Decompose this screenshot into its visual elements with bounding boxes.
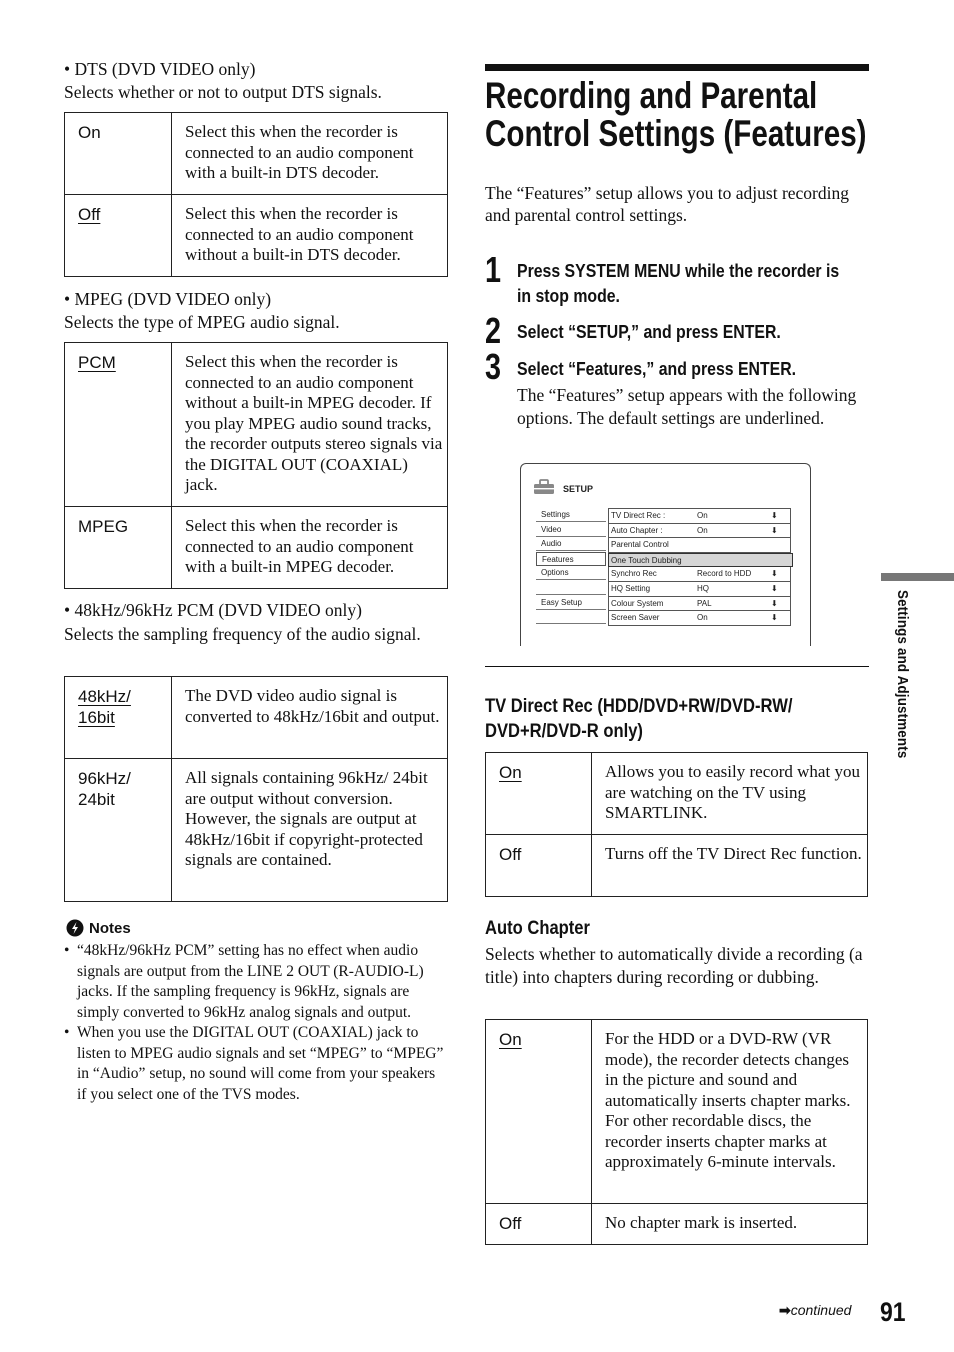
mpeg-bullet: • MPEG (DVD VIDEO only)	[64, 289, 272, 309]
step3-body: The “Features” setup appears with the following options. The default settings are underlined.	[517, 385, 857, 428]
autochapter-heading: Auto Chapter	[485, 917, 590, 939]
option-text: Select this when the recorder is connected to an audio component without a built-in DTS decoder.	[172, 195, 448, 277]
note-item: • “48kHz/96kHz PCM” setting has no effect when audio signals are output from the LINE 2 OUT (R-AUDIO-L) jacks. If the sampling frequency is 96kHz, signals are simply converted to 96kHz analog signals and output.	[64, 942, 424, 1021]
pcm-bullet: • 48kHz/96kHz PCM (DVD VIDEO only)	[64, 600, 362, 620]
mpeg-description: Selects the type of MPEG audio signal.	[64, 312, 340, 332]
menu-item-options[interactable]: Options	[536, 566, 606, 580]
step-number: 2	[485, 310, 502, 351]
dts-options-table	[64, 112, 448, 277]
setup-menu	[536, 508, 606, 626]
menu-item-blank	[536, 610, 606, 624]
mpeg-section	[64, 289, 454, 333]
option-text: Select this when the recorder is connected to an audio component without a built-in MPEG decoder. If you play MPEG audio sound tracks, the recorder outputs stereo signals via the DIGITAL OUT (COAXIAL) jack.	[172, 343, 448, 507]
down-arrow-icon: ⬇	[771, 569, 778, 579]
toolbox-icon	[533, 478, 555, 496]
down-arrow-icon: ⬇	[771, 511, 778, 520]
option-text: Select this when the recorder is connected to an audio component with a built-in DTS decoder.	[172, 113, 448, 195]
step-number: 3	[485, 346, 502, 387]
option-key-default: 48kHz/ 16bit	[78, 687, 131, 727]
menu-item-settings[interactable]: Settings	[536, 508, 606, 522]
pcm-section	[64, 600, 424, 646]
side-tab-label: Settings and Adjustments	[894, 590, 910, 759]
tvdirect-options-table	[485, 752, 868, 897]
setup-header: SETUP	[563, 484, 594, 494]
option-text: Allows you to easily record what you are watching on the TV using SMARTLINK.	[592, 753, 868, 835]
option-key-default: On	[499, 763, 522, 782]
option-row[interactable]: Parental Control	[608, 538, 791, 553]
option-row[interactable]: TV Direct Rec : On ⬇	[608, 509, 791, 524]
intro-text: The “Features” setup allows you to adjust recording and parental control settings.	[485, 183, 849, 225]
down-arrow-icon: ⬇	[771, 598, 778, 608]
autochapter-options-table	[485, 1019, 868, 1245]
option-text: All signals containing 96kHz/ 24bit are output without conversion. However, the signals are output at 48kHz/16bit if copyright-protected signals are contained.	[172, 759, 448, 902]
option-key: On	[78, 123, 101, 142]
option-text: No chapter mark is inserted.	[592, 1204, 868, 1245]
option-key-default: Off	[78, 205, 101, 224]
arrow-right-icon: ➡	[779, 1302, 791, 1318]
down-arrow-icon: ⬇	[771, 525, 778, 535]
note-item: • When you use the DIGITAL OUT (COAXIAL) jack to listen to MPEG audio signals and set “MPEG” to “MPEG” in “Audio” setup, no sound will come from your speakers if you select one of the TVS modes.	[64, 1024, 444, 1103]
dts-description: Selects whether or not to output DTS signals.	[64, 82, 382, 102]
pcm-description: Selects the sampling frequency of the audio signal.	[64, 624, 421, 644]
option-text: Select this when the recorder is connected to an audio component with a built-in MPEG decoder.	[172, 507, 448, 589]
note-icon	[66, 919, 84, 937]
option-text: Turns off the TV Direct Rec function.	[592, 835, 868, 897]
pcm-options-table	[64, 676, 448, 902]
option-row[interactable]: HQ Setting HQ ⬇	[608, 582, 791, 597]
page-number: 91	[880, 1297, 906, 1327]
option-key-default: PCM	[78, 353, 116, 372]
notes-title: Notes	[89, 920, 131, 937]
dts-section	[64, 59, 454, 103]
option-row-selected[interactable]: One Touch Dubbing	[608, 553, 793, 568]
option-row[interactable]: Colour System PAL ⬇	[608, 597, 791, 612]
option-row[interactable]: Auto Chapter : On ⬇	[608, 524, 791, 539]
step-text: Select “Features,” and press ENTER.	[517, 359, 797, 379]
option-row[interactable]: Screen Saver On ⬇	[608, 611, 791, 626]
menu-item-audio[interactable]: Audio	[536, 537, 606, 551]
option-key: Off	[499, 845, 522, 864]
step-text: Select “SETUP,” and press ENTER.	[517, 322, 781, 342]
page-title: Recording and Parental Control Settings (Features)	[485, 75, 867, 154]
menu-item-easy-setup[interactable]: Easy Setup	[536, 596, 606, 610]
mpeg-options-table	[64, 342, 448, 589]
option-key: Off	[499, 1214, 522, 1233]
option-key: 96kHz/ 24bit	[78, 769, 131, 809]
side-tab-bar	[881, 573, 954, 581]
title-rule	[485, 64, 869, 71]
setup-options	[608, 508, 791, 627]
tvdirect-heading: TV Direct Rec (HDD/DVD+RW/DVD-RW/ DVD+R/DVD-R only)	[485, 695, 793, 742]
notes-list	[64, 941, 448, 1105]
option-key-default: On	[499, 1030, 522, 1049]
section-divider	[485, 666, 869, 667]
step-text: Press SYSTEM MENU while the recorder is in stop mode.	[517, 261, 840, 306]
down-arrow-icon: ⬇	[771, 584, 778, 593]
menu-item-blank	[536, 581, 606, 595]
step-number: 1	[485, 249, 502, 290]
menu-item-features[interactable]: Features	[536, 552, 606, 566]
menu-item-video[interactable]: Video	[536, 523, 606, 537]
setup-screen	[520, 463, 811, 646]
option-text: The DVD video audio signal is converted to 48kHz/16bit and output.	[172, 677, 448, 759]
continued-label: ➡continued	[779, 1302, 852, 1318]
option-text: For the HDD or a DVD-RW (VR mode), the recorder detects changes in the picture and sound and automatically inserts chapter marks. For other recordable discs, the recorder inserts chapter marks at approximately 6-minute intervals.	[592, 1020, 868, 1204]
dts-bullet: • DTS (DVD VIDEO only)	[64, 59, 256, 79]
down-arrow-icon: ⬇	[771, 613, 778, 623]
option-row[interactable]: Synchro Rec Record to HDD ⬇	[608, 567, 791, 582]
autochapter-description: Selects whether to automatically divide a recording (a title) into chapters during recording or dubbing.	[485, 944, 863, 987]
option-key: MPEG	[78, 517, 129, 536]
